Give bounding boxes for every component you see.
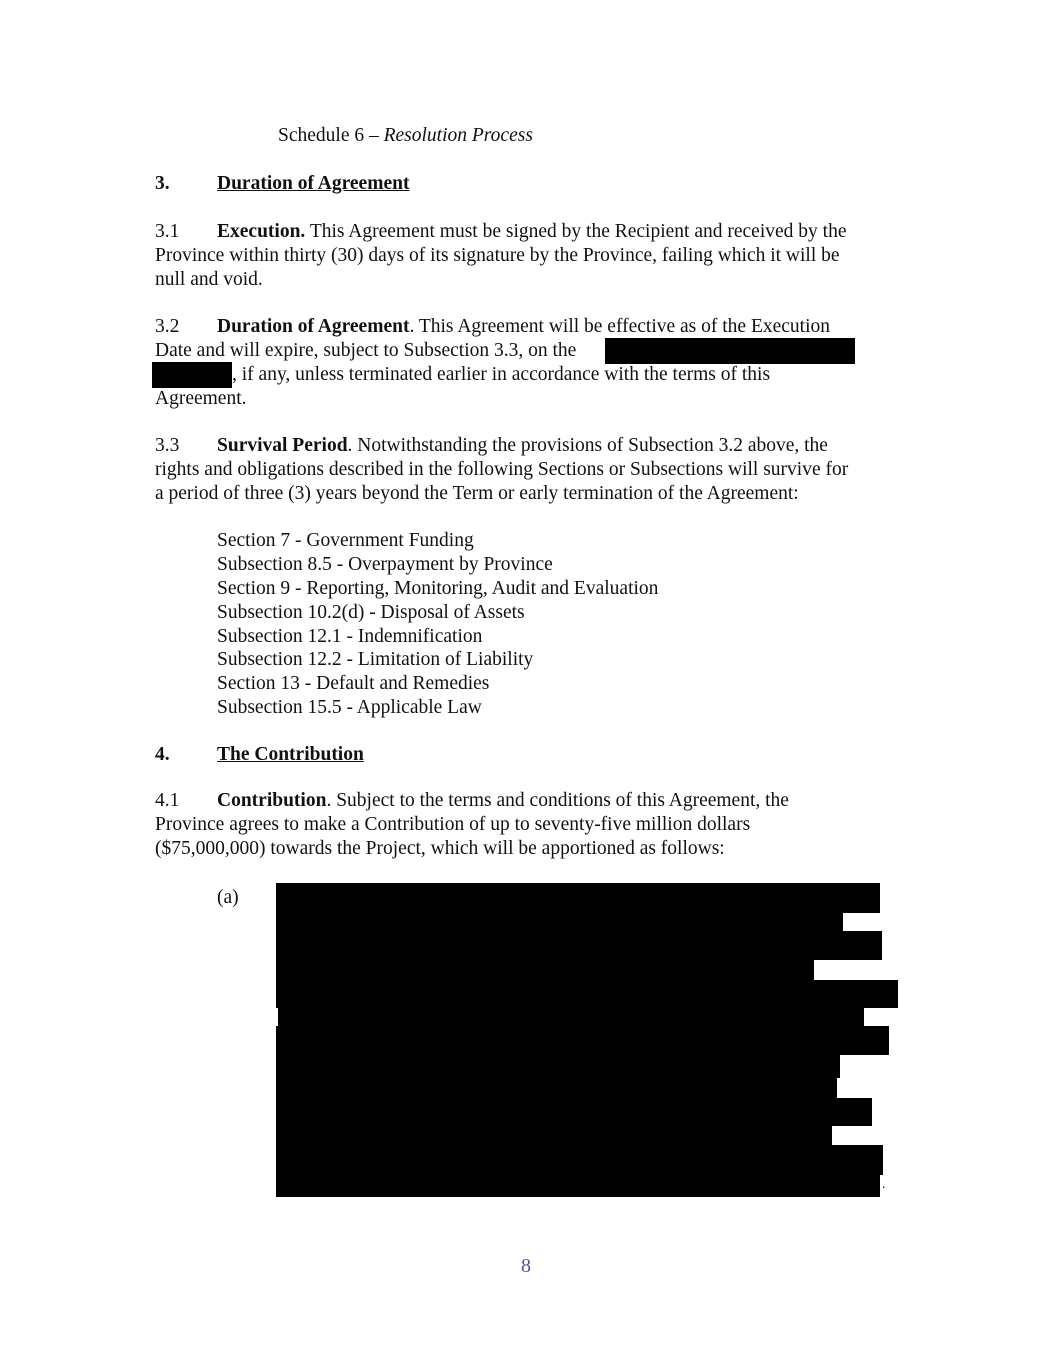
survival-list-item: Subsection 8.5 - Overpayment by Province bbox=[217, 554, 553, 575]
clause-3-1-number: 3.1 bbox=[155, 221, 180, 242]
item-a-label: (a) bbox=[217, 887, 239, 908]
redaction-box bbox=[276, 1125, 832, 1146]
clause-4-1-heading: Contribution bbox=[217, 790, 327, 811]
clause-3-1-text1: This Agreement must be signed by the Recipient and received by the bbox=[309, 221, 847, 242]
survival-list-item: Subsection 15.5 - Applicable Law bbox=[217, 697, 482, 718]
survival-list-item: Subsection 12.2 - Limitation of Liability bbox=[217, 649, 534, 670]
redaction-box bbox=[276, 931, 882, 960]
clause-3-3-heading: Survival Period bbox=[217, 435, 348, 456]
clause-3-2-line1 bbox=[217, 315, 830, 339]
section-3-title: Duration of Agreement bbox=[217, 173, 410, 194]
clause-3-2-line4: Agreement. bbox=[155, 388, 247, 409]
clause-3-3-line3: a period of three (3) years beyond the Term or early termination of the Agreement: bbox=[155, 483, 799, 504]
section-3-number: 3. bbox=[155, 173, 170, 194]
clause-3-3-number: 3.3 bbox=[155, 435, 180, 456]
clause-3-1-line3: null and void. bbox=[155, 269, 263, 290]
clause-3-3-line1 bbox=[217, 434, 828, 458]
redaction-box bbox=[276, 1098, 872, 1126]
redaction-box bbox=[278, 1007, 864, 1027]
clause-4-1-number: 4.1 bbox=[155, 790, 180, 811]
section-4-title: The Contribution bbox=[217, 744, 364, 765]
redaction-box bbox=[276, 912, 843, 932]
redaction-box bbox=[276, 1174, 880, 1197]
page-number: 8 bbox=[521, 1255, 531, 1277]
redaction-box bbox=[276, 1054, 840, 1078]
redaction-box bbox=[276, 1145, 883, 1175]
redaction-box bbox=[276, 1026, 889, 1055]
redaction-box bbox=[276, 980, 898, 1008]
clause-4-1-line2: Province agrees to make a Contribution of up to seventy-five million dollars bbox=[155, 814, 751, 835]
schedule-reference bbox=[278, 124, 533, 148]
survival-list-item: Subsection 12.1 - Indemnification bbox=[217, 626, 483, 647]
clause-3-1-heading: Execution. bbox=[217, 221, 306, 242]
survival-list-item: Section 9 - Reporting, Monitoring, Audit and Evaluation bbox=[217, 578, 659, 599]
redaction-box bbox=[276, 1077, 837, 1099]
clause-3-3-text1: . Notwithstanding the provisions of Subsection 3.2 above, the bbox=[347, 435, 828, 456]
clause-3-1-line1 bbox=[217, 220, 846, 244]
clause-4-1-line3: ($75,000,000) towards the Project, which will be apportioned as follows: bbox=[155, 838, 725, 859]
schedule-prefix: Schedule 6 – bbox=[278, 125, 384, 146]
clause-3-2-line3: , if any, unless terminated earlier in accordance with the terms of this bbox=[232, 364, 771, 385]
clause-3-2-number: 3.2 bbox=[155, 316, 180, 337]
clause-3-2-text1: . This Agreement will be effective as of the Execution bbox=[409, 316, 831, 337]
schedule-title: Resolution Process bbox=[383, 125, 533, 146]
survival-list-item: Section 7 - Government Funding bbox=[217, 530, 474, 551]
section-4-number: 4. bbox=[155, 744, 170, 765]
clause-4-1-line1 bbox=[217, 789, 789, 813]
survival-list-item: Subsection 10.2(d) - Disposal of Assets bbox=[217, 602, 525, 623]
redaction-box bbox=[605, 338, 855, 364]
redaction-box bbox=[152, 362, 232, 388]
clause-3-2-line2: Date and will expire, subject to Subsection 3.3, on the bbox=[155, 340, 577, 361]
clause-4-1-text1: . Subject to the terms and conditions of this Agreement, the bbox=[326, 790, 789, 811]
clause-3-1-line2: Province within thirty (30) days of its signature by the Province, failing which it will be bbox=[155, 245, 840, 266]
survival-list-item: Section 13 - Default and Remedies bbox=[217, 673, 490, 694]
clause-3-2-heading: Duration of Agreement bbox=[217, 316, 410, 337]
clause-3-3-line2: rights and obligations described in the following Sections or Subsections will survive for bbox=[155, 459, 849, 480]
redaction-box bbox=[276, 883, 880, 913]
redaction-box bbox=[276, 959, 814, 981]
item-a-trailing-period: . bbox=[882, 1177, 886, 1192]
